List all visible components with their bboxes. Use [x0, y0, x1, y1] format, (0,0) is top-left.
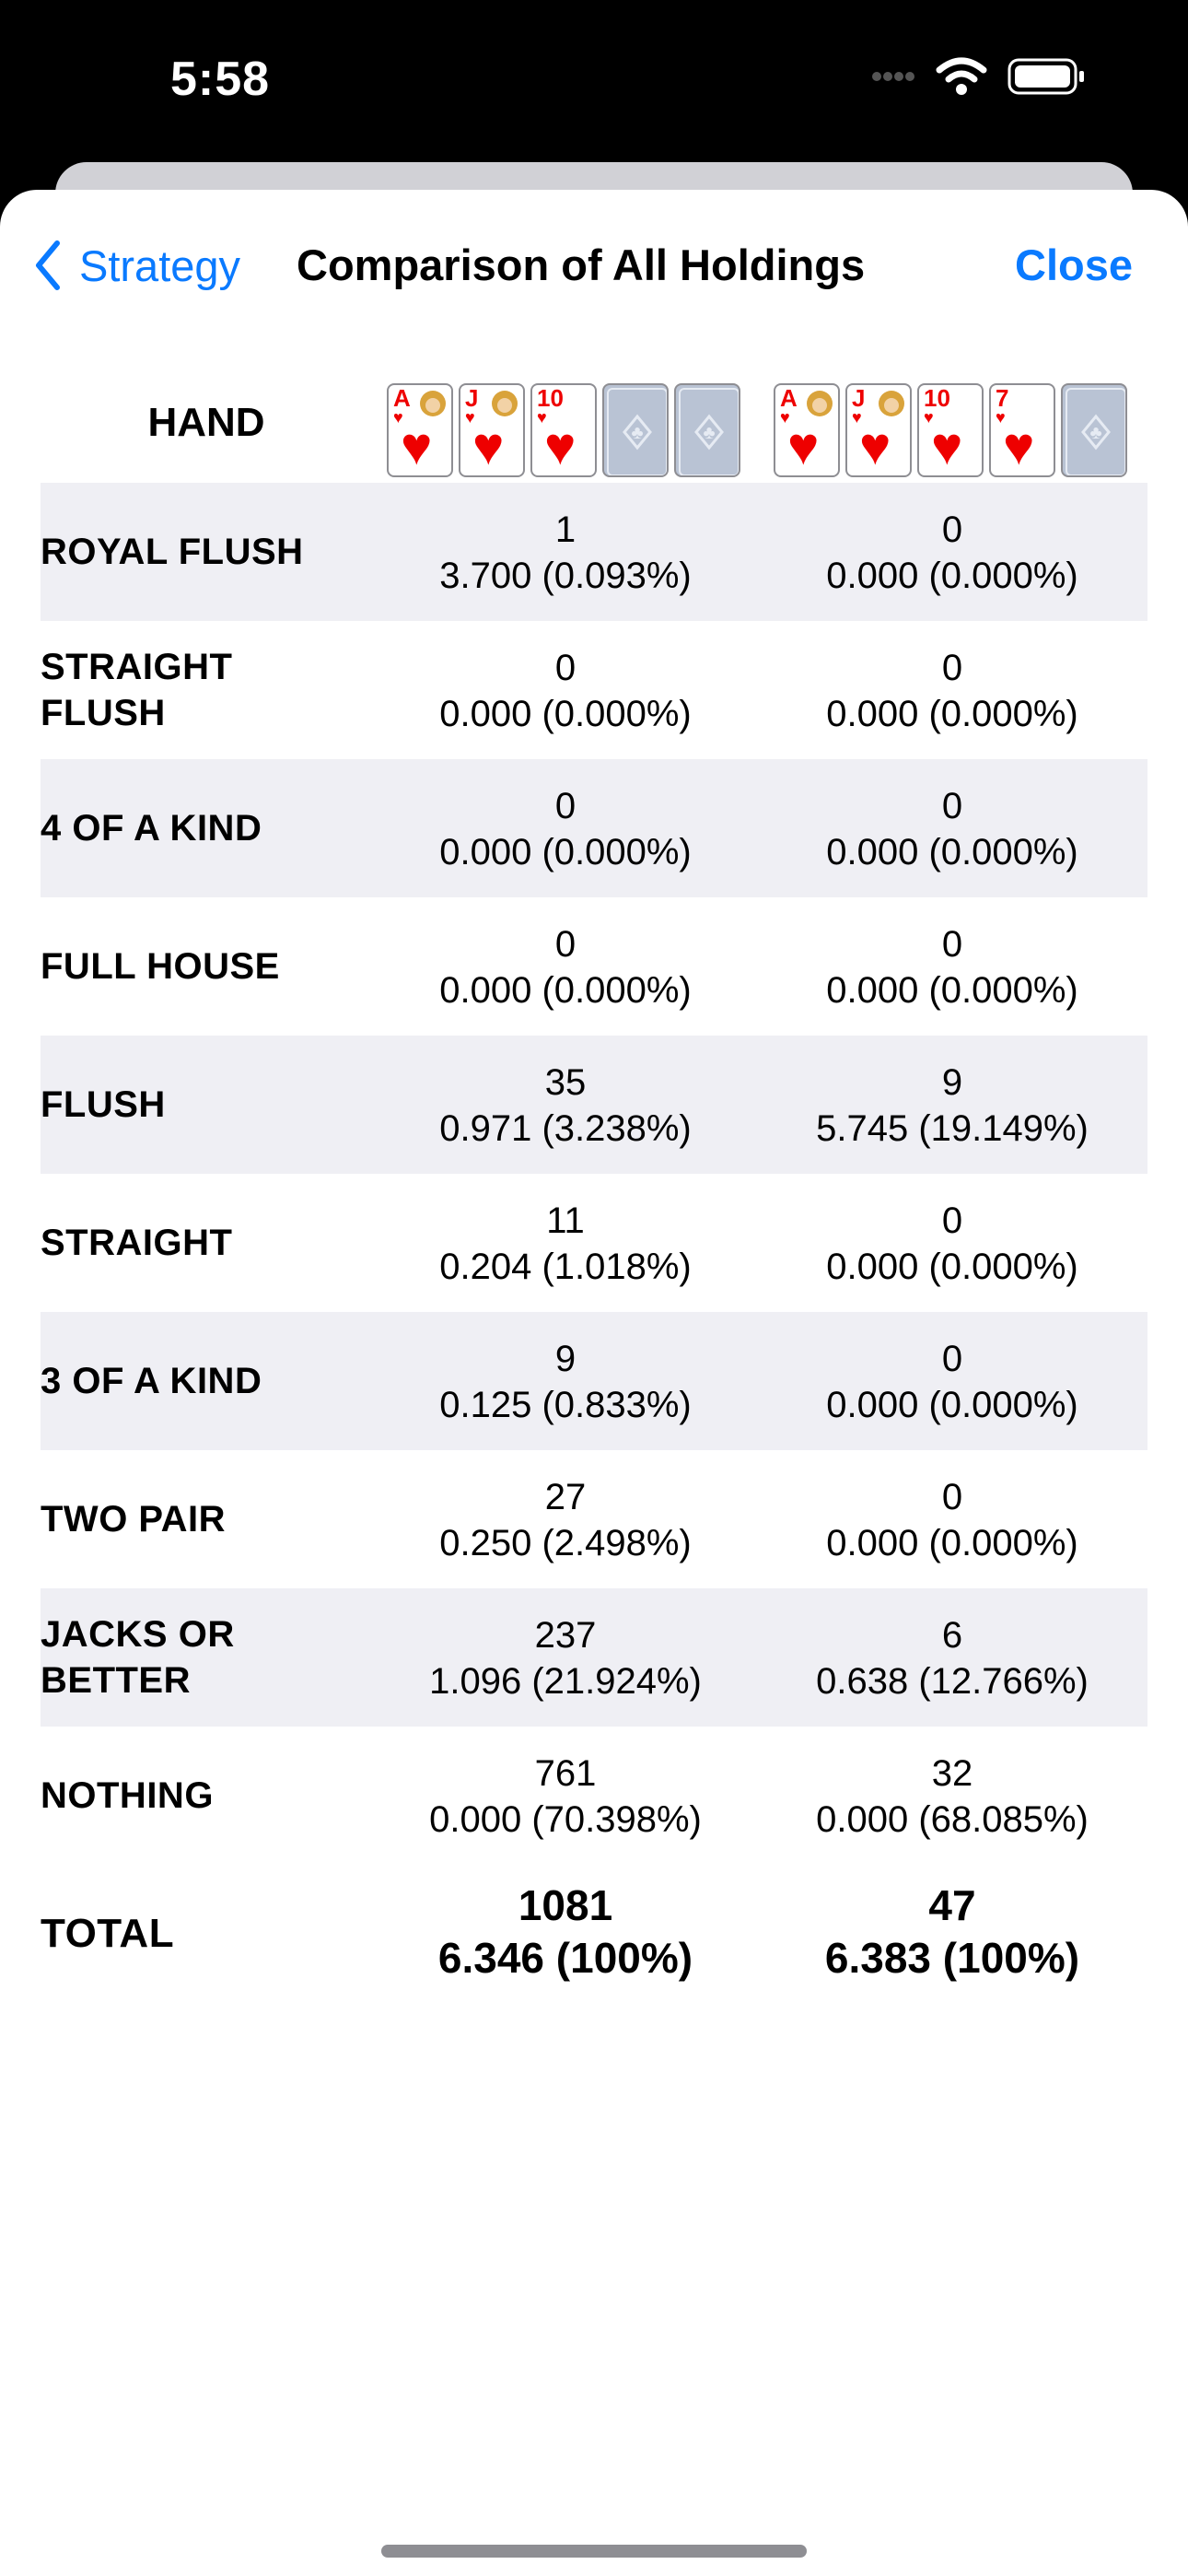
row-label: STRAIGHT: [41, 1223, 233, 1263]
close-button[interactable]: Close: [1015, 240, 1133, 289]
status-time: 5:58: [170, 53, 271, 106]
row-label: JACKS OR BETTER: [41, 1614, 235, 1701]
hand-1-cell: 761 0.000 (70.398%): [429, 1753, 702, 1840]
hand-header-row: [41, 356, 1147, 494]
table-row: [41, 1312, 1147, 1450]
navigation-bar: [0, 190, 1188, 346]
battery-icon: [1007, 57, 1087, 96]
table-row-total: [41, 1865, 1147, 2003]
comparison-table: [41, 483, 1147, 2003]
hand-1-cell: 0 0.000 (0.000%): [439, 924, 692, 1011]
card-ten-hearts: 10 ♥ ♥: [530, 383, 597, 477]
hand-1-cell: 1 3.700 (0.093%): [439, 509, 692, 596]
back-button-label: Strategy: [79, 240, 241, 290]
hand-2-cell: 32 0.000 (68.085%): [816, 1753, 1089, 1840]
hand-1-cell: 1081 6.346 (100%): [437, 1881, 693, 1982]
card-back: [674, 383, 740, 477]
card-back-pattern-icon: [1063, 385, 1127, 477]
hand-2-cell: 0 0.000 (0.000%): [826, 1477, 1078, 1563]
row-label: FLUSH: [41, 1084, 166, 1125]
row-label: NOTHING: [41, 1775, 214, 1816]
svg-text:♣: ♣: [703, 423, 716, 443]
face-art-icon: [775, 385, 840, 477]
hand-label: HAND: [147, 400, 265, 445]
hand-1-cards: [387, 383, 740, 477]
table-row: [41, 1450, 1147, 1588]
card-back-pattern-icon: [676, 385, 740, 477]
comparison-sheet: [0, 190, 1188, 2576]
hand-2-cell: 47 6.383 (100%): [824, 1881, 1080, 1982]
card-ace-hearts: A ♥ ♥: [387, 383, 453, 477]
hand-1-cell: 11 0.204 (1.018%): [439, 1200, 692, 1287]
card-ten-hearts: 10 ♥ ♥: [917, 383, 984, 477]
row-label: STRAIGHT FLUSH: [41, 647, 233, 733]
hand-2-cell: 0 0.000 (0.000%): [826, 1339, 1078, 1425]
hand-1-cell: 27 0.250 (2.498%): [439, 1477, 692, 1563]
table-row: [41, 483, 1147, 621]
face-art-icon: [460, 385, 525, 477]
card-back-pattern-icon: [604, 385, 669, 477]
back-button[interactable]: [33, 240, 240, 291]
table-row: [41, 1727, 1147, 1865]
card-back: [1061, 383, 1127, 477]
page-title: Comparison of All Holdings: [297, 240, 866, 289]
hand-2-cell: 0 0.000 (0.000%): [826, 509, 1078, 596]
hand-2-cell: 9 5.745 (19.149%): [816, 1062, 1089, 1149]
table-row: [41, 1174, 1147, 1312]
card-jack-hearts: J ♥ ♥: [845, 383, 912, 477]
hand-2-cell: 0 0.000 (0.000%): [826, 1200, 1078, 1287]
card-seven-hearts: 7 ♥ ♥: [989, 383, 1055, 477]
home-indicator[interactable]: [381, 2545, 807, 2558]
hand-2-cell: 0 0.000 (0.000%): [826, 786, 1078, 872]
card-jack-hearts: J ♥ ♥: [459, 383, 525, 477]
table-row: [41, 621, 1147, 759]
face-art-icon: [847, 385, 912, 477]
svg-text:♣: ♣: [631, 423, 644, 443]
chevron-left-icon: [33, 240, 61, 291]
hand-2-cell: 6 0.638 (12.766%): [816, 1615, 1089, 1702]
table-row: [41, 1588, 1147, 1727]
hand-2-cell: 0 0.000 (0.000%): [826, 648, 1078, 734]
table-row: [41, 897, 1147, 1036]
row-label: 4 OF A KIND: [41, 808, 262, 849]
table-row: [41, 1036, 1147, 1174]
row-label: FULL HOUSE: [41, 946, 280, 987]
face-art-icon: [389, 385, 453, 477]
row-label: ROYAL FLUSH: [41, 532, 304, 572]
status-icons: [871, 57, 1087, 96]
row-label: 3 OF A KIND: [41, 1361, 262, 1401]
hand-1-cell: 9 0.125 (0.833%): [439, 1339, 692, 1425]
row-label: TWO PAIR: [41, 1499, 227, 1540]
table-row: [41, 759, 1147, 897]
card-back: [602, 383, 669, 477]
status-bar: [0, 0, 1188, 184]
hand-2-cards: [774, 383, 1127, 477]
hand-2-cell: 0 0.000 (0.000%): [826, 924, 1078, 1011]
hand-1-cell: 0 0.000 (0.000%): [439, 786, 692, 872]
card-ace-hearts: A ♥ ♥: [774, 383, 840, 477]
svg-text:♣: ♣: [1089, 423, 1102, 443]
wifi-icon: [936, 57, 987, 96]
row-label: TOTAL: [41, 1911, 175, 1956]
hand-1-cell: 237 1.096 (21.924%): [429, 1615, 702, 1702]
signal-icon: [871, 70, 915, 83]
hand-1-cell: 35 0.971 (3.238%): [439, 1062, 692, 1149]
hand-1-cell: 0 0.000 (0.000%): [439, 648, 692, 734]
